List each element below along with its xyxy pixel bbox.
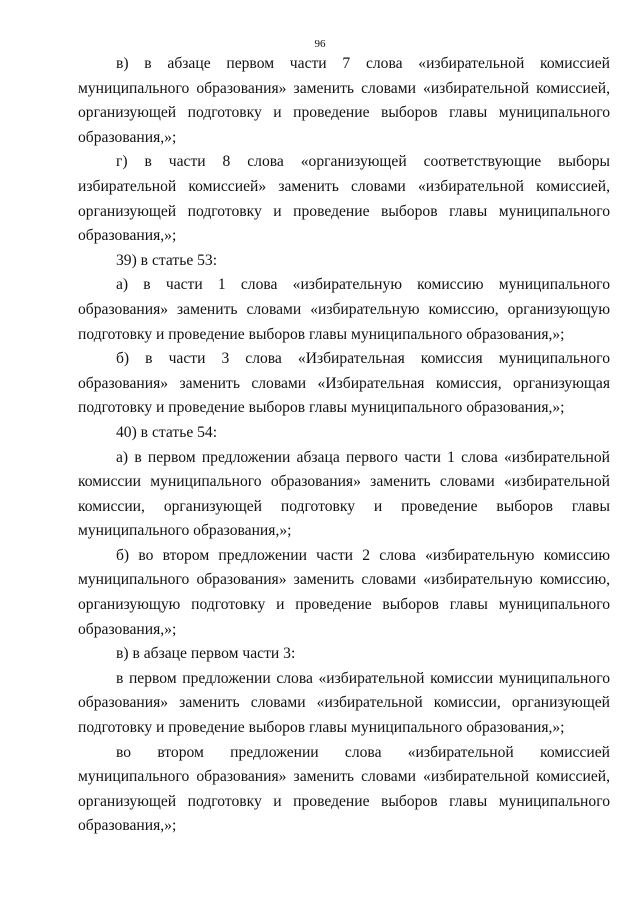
page-number: 96	[314, 38, 326, 50]
paragraph-article-53-part-1: а) в части 1 слова «избирательную комиссию муниципального образования» заменить словами «избирательную комиссию, организующую подготовку и проведение выборов главы муниципального образования,»;	[78, 276, 610, 343]
document-body	[78, 52, 610, 839]
paragraph-amend-part-8: г) в части 8 слова «организующей соответствующие выборы избирательной комиссией» заменить словами «избирательной комиссией, организующей подготовку и проведение выборов главы муниципального образования,»;	[78, 153, 610, 245]
paragraph-part-3-first-sentence: в первом предложении слова «избирательной комиссии муниципального образования» заменить словами «избирательной комиссии, организующей подготовку и проведение выборов главы муниципального образования,»;	[78, 669, 610, 737]
paragraph-article-54-heading: 40) в статье 54:	[116, 423, 218, 441]
paragraph-article-54-part-1: а) в первом предложении абзаца первого части 1 слова «избирательной комиссии муниципального образования» заменить словами «избирательной комиссии, организующей подготовку и проведение выборов главы муниципального образования,»;	[78, 448, 610, 540]
paragraph-part-3-second-sentence: во втором предложении слова «избирательной комиссией муниципального образования» заменить словами «избирательной комиссией, организующей подготовку и проведение выборов главы муниципального образования,»;	[78, 743, 610, 835]
paragraph-article-54-part-3-heading: в) в абзаце первом части 3:	[116, 645, 296, 663]
paragraph-article-54-part-2: б) во втором предложении части 2 слова «избирательную комиссию муниципального образования» заменить словами «избирательную комиссию, организующую подготовку и проведение выборов главы муниципального образования,»;	[78, 546, 610, 638]
paragraph-amend-part-7: в) в абзаце первом части 7 слова «избирательной комиссией муниципального образования» заменить словами «избирательной комиссией, организующей подготовку и проведение выборов главы муниципального образования,»;	[78, 55, 610, 146]
paragraph-article-53-part-3: б) в части 3 слова «Избирательная комиссия муниципального образования» заменить словами «Избирательная комиссия, организующая подготовку и проведение выборов главы муниципального образования,»;	[78, 350, 610, 417]
paragraph-article-53-heading: 39) в статье 53:	[116, 251, 218, 269]
